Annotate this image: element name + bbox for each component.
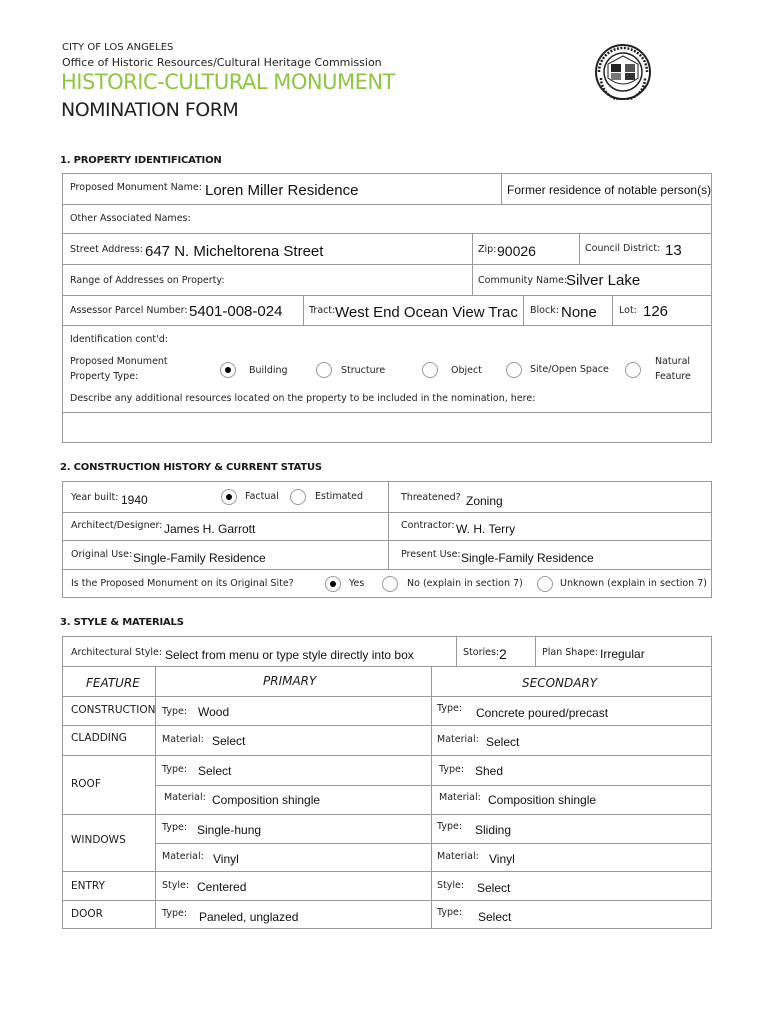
range-label: Range of Addresses on Property:	[70, 275, 225, 286]
contractor-field[interactable]: W. H. Terry	[456, 522, 516, 536]
plan-field[interactable]: Irregular	[600, 647, 645, 661]
s-roof-type[interactable]: Shed	[475, 764, 504, 778]
council-label: Council District:	[585, 243, 661, 254]
col-feature: FEATURE	[86, 676, 140, 690]
arch-style-label: Architectural Style:	[71, 647, 163, 658]
street-field[interactable]: 647 N. Micheltorena Street	[145, 243, 324, 260]
describe-field[interactable]	[63, 413, 711, 442]
apn-label: Assessor Parcel Number:	[70, 305, 188, 316]
street-label: Street Address:	[70, 244, 143, 255]
radio-factual[interactable]	[221, 489, 237, 505]
community-field[interactable]: Silver Lake	[566, 272, 641, 289]
feat-windows: WINDOWS	[71, 834, 126, 846]
community-label: Community Name:	[478, 275, 568, 286]
architect-label: Architect/Designer:	[71, 520, 163, 531]
former-residence-note[interactable]: Former residence of notable person(s)	[507, 183, 712, 197]
city-seal-icon	[595, 44, 651, 100]
proposed-name-label: Proposed Monument Name:	[70, 182, 202, 193]
id-contd-label: Identification cont'd:	[70, 334, 168, 345]
city-name: CITY OF LOS ANGELES	[62, 42, 174, 53]
stories-label: Stories:	[463, 647, 500, 658]
present-use-field[interactable]: Single-Family Residence	[461, 551, 594, 565]
orig-site-label: Is the Proposed Monument on its Original Site?	[71, 578, 294, 589]
s-construction-type[interactable]: Concrete poured/precast	[476, 706, 609, 720]
threatened-label: Threatened?	[401, 492, 461, 503]
stories-field[interactable]: 2	[499, 646, 507, 662]
section-1-heading: 1. PROPERTY IDENTIFICATION	[60, 155, 222, 166]
s-roof-type-label: Type:	[439, 764, 465, 775]
threatened-field[interactable]: Zoning	[466, 494, 503, 508]
section-2-heading: 2. CONSTRUCTION HISTORY & CURRENT STATUS	[60, 462, 322, 473]
zip-label: Zip:	[478, 244, 497, 255]
s-door-type[interactable]: Select	[478, 910, 512, 924]
council-field[interactable]: 13	[665, 242, 682, 259]
feat-entry: ENTRY	[71, 880, 105, 892]
feat-roof: ROOF	[71, 778, 101, 790]
s-roof-material-label: Material:	[439, 792, 481, 803]
zip-field[interactable]: 90026	[497, 243, 536, 259]
radio-structure[interactable]	[316, 362, 332, 378]
prop-type-label-2: Property Type:	[70, 371, 139, 382]
factual-label: Factual	[245, 491, 279, 502]
p-construction-type[interactable]: Wood	[198, 705, 230, 719]
feat-cladding: CLADDING	[71, 732, 127, 744]
year-label: Year built:	[71, 492, 119, 503]
radio-estimated[interactable]	[290, 489, 306, 505]
p-door-type-label: Type:	[162, 908, 188, 919]
office-name: Office of Historic Resources/Cultural Heritage Commission	[62, 56, 382, 69]
lot-label: Lot:	[619, 305, 637, 316]
radio-building[interactable]	[220, 362, 236, 378]
apn-field[interactable]: 5401-008-024	[189, 303, 283, 320]
architect-field[interactable]: James H. Garrott	[164, 522, 256, 536]
radio-natural[interactable]	[625, 362, 641, 378]
describe-label: Describe any additional resources located on the property to be included in the nomination, here:	[70, 393, 536, 404]
opt-natural-label-1: Natural	[655, 356, 691, 367]
p-windows-type-label: Type:	[162, 822, 188, 833]
opt-object-label: Object	[451, 365, 482, 376]
opt-structure-label: Structure	[341, 365, 386, 376]
opt-building-label: Building	[249, 365, 288, 376]
plan-label: Plan Shape:	[542, 647, 599, 658]
radio-yes[interactable]	[325, 576, 341, 592]
radio-unknown[interactable]	[537, 576, 553, 592]
p-windows-material-label: Material:	[162, 851, 204, 862]
p-roof-material[interactable]: Composition shingle	[212, 793, 321, 807]
s-entry-style-label: Style:	[437, 880, 465, 891]
p-construction-type-label: Type:	[162, 706, 188, 717]
feat-door: DOOR	[71, 908, 103, 920]
yes-label: Yes	[349, 578, 365, 589]
radio-site[interactable]	[506, 362, 522, 378]
p-entry-style[interactable]: Centered	[197, 880, 247, 894]
arch-style-field[interactable]: Select from menu or type style directly into box	[165, 648, 414, 662]
tract-label: Tract:	[309, 305, 336, 316]
section-3-heading: 3. STYLE & MATERIALS	[60, 617, 184, 628]
s-cladding-material[interactable]: Select	[486, 735, 520, 749]
s-cladding-material-label: Material:	[437, 734, 479, 745]
s-windows-material-label: Material:	[437, 851, 479, 862]
opt-natural-label-2: Feature	[655, 371, 691, 382]
p-roof-material-label: Material:	[164, 792, 206, 803]
opt-site-label: Site/Open Space	[530, 364, 609, 375]
block-label: Block:	[530, 305, 559, 316]
no-label: No (explain in section 7)	[407, 578, 523, 589]
proposed-name-field[interactable]: Loren Miller Residence	[205, 182, 359, 199]
p-roof-type-label: Type:	[162, 764, 188, 775]
s-door-type-label: Type:	[437, 907, 463, 918]
p-roof-type[interactable]: Select	[198, 764, 232, 778]
col-primary: PRIMARY	[263, 674, 317, 688]
s-windows-material[interactable]: Vinyl	[489, 852, 515, 866]
radio-no[interactable]	[382, 576, 398, 592]
estimated-label: Estimated	[315, 491, 363, 502]
s-construction-type-label: Type:	[437, 703, 463, 714]
p-cladding-material-label: Material:	[162, 734, 204, 745]
unknown-label: Unknown (explain in section 7)	[560, 578, 707, 589]
s-windows-type[interactable]: Sliding	[475, 823, 512, 837]
s-roof-material[interactable]: Composition shingle	[488, 793, 597, 807]
p-windows-type[interactable]: Single-hung	[197, 823, 262, 837]
s-entry-style[interactable]: Select	[477, 881, 511, 895]
tract-field[interactable]: West End Ocean View Trac	[335, 304, 518, 321]
p-windows-material[interactable]: Vinyl	[213, 852, 239, 866]
lot-field[interactable]: 126	[643, 303, 669, 320]
col-secondary: SECONDARY	[522, 676, 598, 690]
orig-use-field[interactable]: Single-Family Residence	[133, 551, 266, 565]
p-door-type[interactable]: Paneled, unglazed	[199, 910, 299, 924]
block-field[interactable]: None	[561, 304, 597, 321]
other-names-label: Other Associated Names:	[70, 213, 191, 224]
orig-use-label: Original Use:	[71, 549, 133, 560]
p-cladding-material[interactable]: Select	[212, 734, 246, 748]
style-materials-box	[62, 636, 712, 929]
s-windows-type-label: Type:	[437, 821, 463, 832]
form-title: HISTORIC-CULTURAL MONUMENT	[61, 70, 395, 94]
prop-type-label-1: Proposed Monument	[70, 356, 168, 367]
contractor-label: Contractor:	[401, 520, 455, 531]
radio-object[interactable]	[422, 362, 438, 378]
form-subtitle: NOMINATION FORM	[61, 99, 239, 121]
p-entry-style-label: Style:	[162, 880, 190, 891]
feat-construction: CONSTRUCTION	[71, 704, 156, 716]
year-field[interactable]: 1940	[121, 493, 148, 507]
present-use-label: Present Use:	[401, 549, 461, 560]
